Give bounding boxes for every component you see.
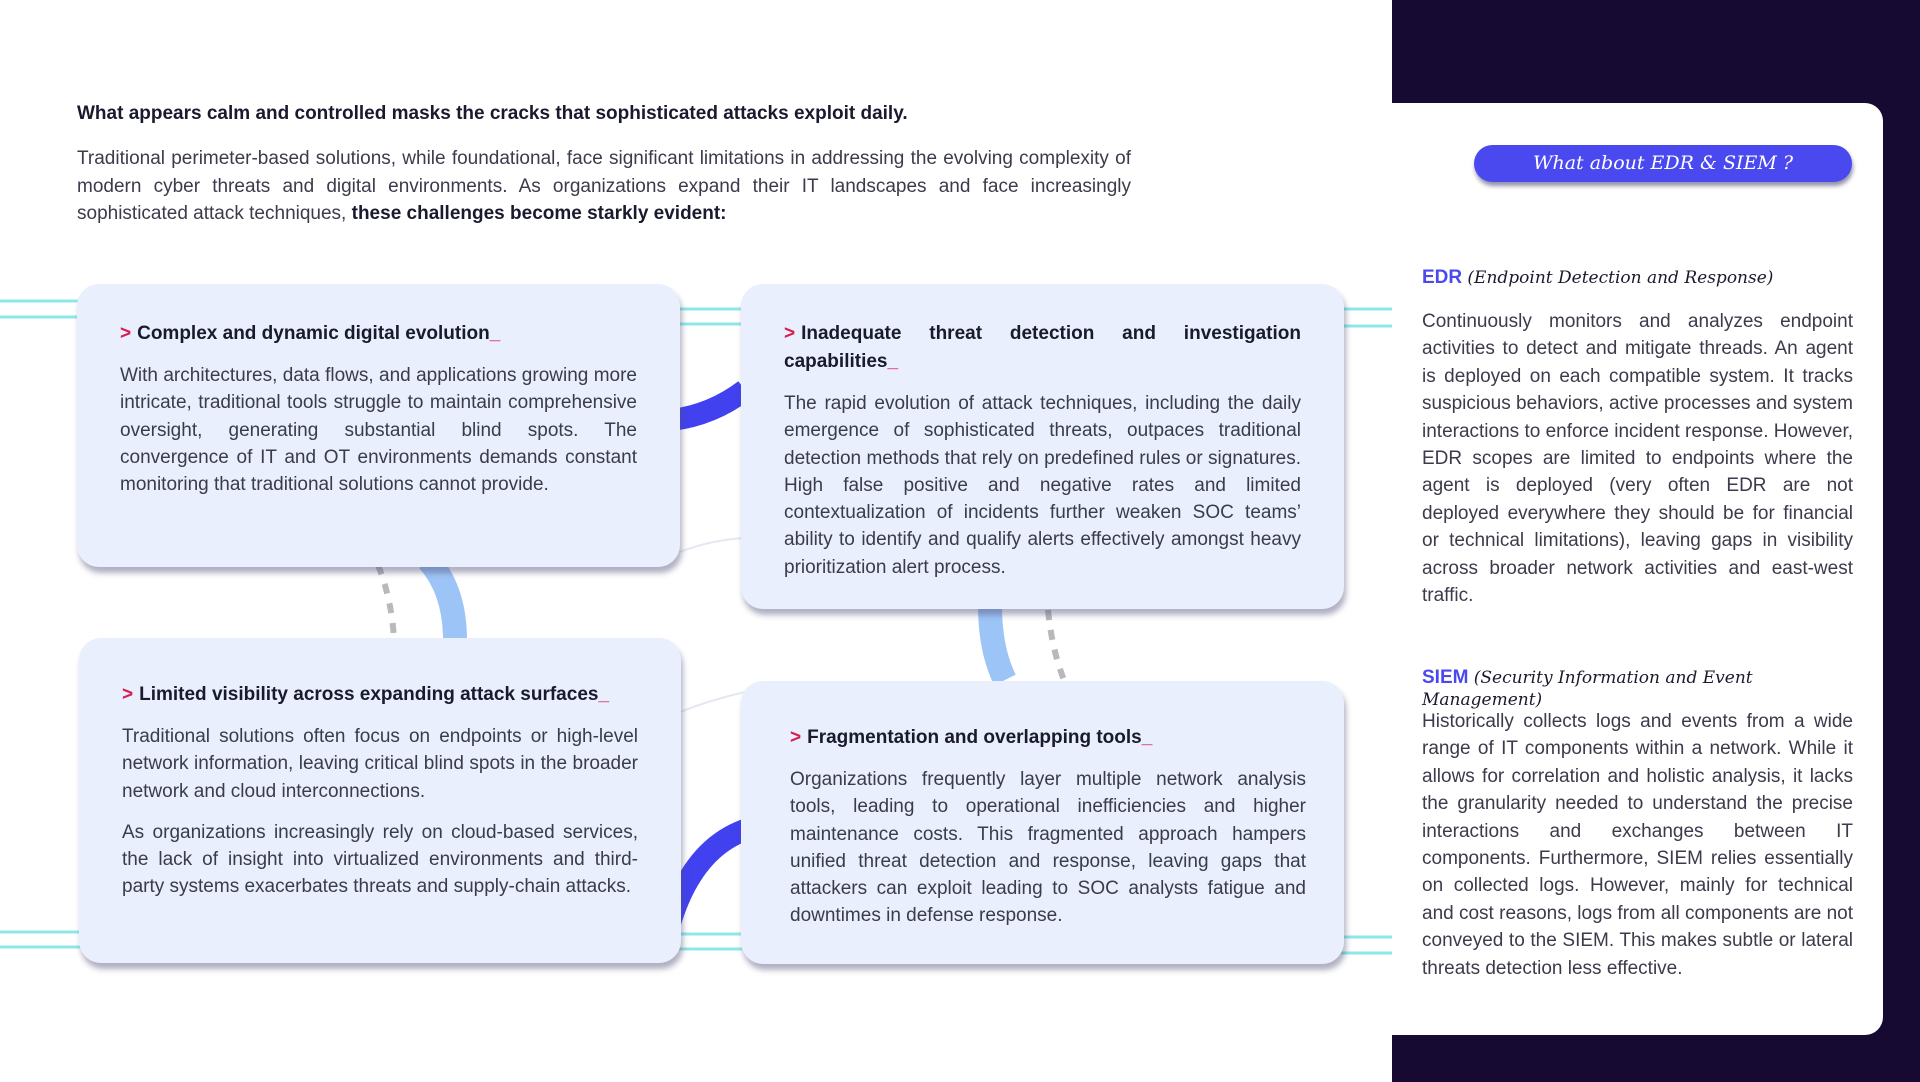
light-blue-curve-right — [990, 605, 1005, 680]
arrow-marker: > — [120, 323, 132, 344]
arrow-marker: > — [784, 323, 796, 344]
arrow-marker: > — [122, 684, 134, 705]
faint-line-1 — [680, 538, 745, 552]
gray-dash-right — [1048, 610, 1064, 680]
card-title — [120, 320, 637, 348]
card-title-text: Limited visibility across expanding attack surfaces — [139, 684, 599, 705]
card-title-text: Complex and dynamic digital evolution — [137, 323, 490, 344]
intro-paragraph — [77, 145, 1131, 228]
siem-abbr: SIEM — [1422, 667, 1469, 688]
card-body: Organizations frequently layer multiple network analysis tools, leading to operational inefficiencies and higher maintenance costs. This fragmented approach hampers unified threat detection and response, leaving gaps that attackers can exploit leading to SOC analysts fatigue and downtimes in defense response. — [790, 769, 1306, 927]
challenge-card-fragmentation — [741, 681, 1344, 964]
challenge-card-limited-visibility — [79, 638, 681, 963]
edr-siem-pill: What about EDR & SIEM ? — [1474, 145, 1852, 182]
edr-description: Continuously monitors and analyzes endpoint activities to detect and mitigate threads. An agent is deployed on each compatible system. It tracks suspicious behaviors, active processes and system interactions to enforce incident response. However, EDR scopes are limited to endpoints where the agent is deployed (very often EDR are not deployed everywhere they should be for financial or technical limitations), leaving gaps in visibility across broader network activities and east-west traffic. — [1422, 311, 1853, 607]
light-blue-curve-left — [428, 560, 455, 640]
blue-curve-top — [672, 390, 745, 420]
card-body: As organizations increasingly rely on cloud-based services, the lack of insight into virtualized environments and third-party systems exacerbates threats and supply-chain attacks. — [122, 821, 638, 898]
page-heading: What appears calm and controlled masks the cracks that sophisticated attacks exploit daily. — [77, 103, 908, 124]
challenge-card-threat-detection — [741, 284, 1344, 609]
underscore-marker: _ — [1141, 727, 1153, 748]
card-body: With architectures, data flows, and applications growing more intricate, traditional tools struggle to maintain comprehensive oversight, generating substantial blind spots. The convergence of IT and OT environments demands constant monitoring that traditional solutions cannot provide. — [120, 365, 637, 496]
card-title — [784, 320, 1301, 376]
faint-line-2 — [680, 692, 745, 712]
card-title — [790, 724, 1306, 752]
intro-bold-text: these challenges become starkly evident: — [351, 203, 727, 224]
arrow-marker: > — [790, 727, 802, 748]
challenge-card-digital-evolution — [77, 284, 680, 567]
card-body: Traditional solutions often focus on endpoints or high-level network information, leaving critical blind spots in the broader network and cloud interconnections. — [122, 726, 638, 802]
siem-title — [1422, 667, 1862, 711]
gray-dash-left — [378, 565, 394, 640]
underscore-marker: _ — [489, 323, 501, 344]
siem-full-name: (Security Information and Event Management) — [1422, 668, 1753, 710]
siem-description: Historically collects logs and events from a wide range of IT components within a network. While it allows for correlation and holistic analysis, it lacks the granularity needed to understand the precise interactions and exchanges between IT components. Furthermore, SIEM relies essentially on collected logs. However, mainly for technical and cost reasons, logs from all components are not conveyed to the SIEM. This makes subtle or lateral threats detection less effective. — [1422, 711, 1853, 979]
underscore-marker: _ — [598, 684, 610, 705]
card-title-text: Fragmentation and overlapping tools — [807, 727, 1142, 748]
card-title — [122, 681, 638, 709]
edr-title — [1422, 267, 1862, 289]
card-title-text: Inadequate threat detection and investigation capabilities — [784, 323, 1301, 372]
underscore-marker: _ — [887, 351, 899, 372]
edr-abbr: EDR — [1422, 267, 1463, 288]
intro-text: Traditional perimeter-based solutions, while foundational, face significant limitations in addressing the evolving complexity of modern cyber threats and digital environments. As organizations expand their IT landscapes and face increasingly sophisticated attack techniques, — [77, 148, 1131, 224]
edr-full-name: (Endpoint Detection and Response) — [1467, 268, 1774, 288]
card-body: The rapid evolution of attack techniques, including the daily emergence of sophisticated threats, outpaces traditional detection methods that rely on predefined rules or signatures. High false positive and negative rates and limited contextualization of incidents further weaken SOC teams’ ability to identify and qualify alerts effectively amongst heavy prioritization alert process. — [784, 393, 1301, 578]
